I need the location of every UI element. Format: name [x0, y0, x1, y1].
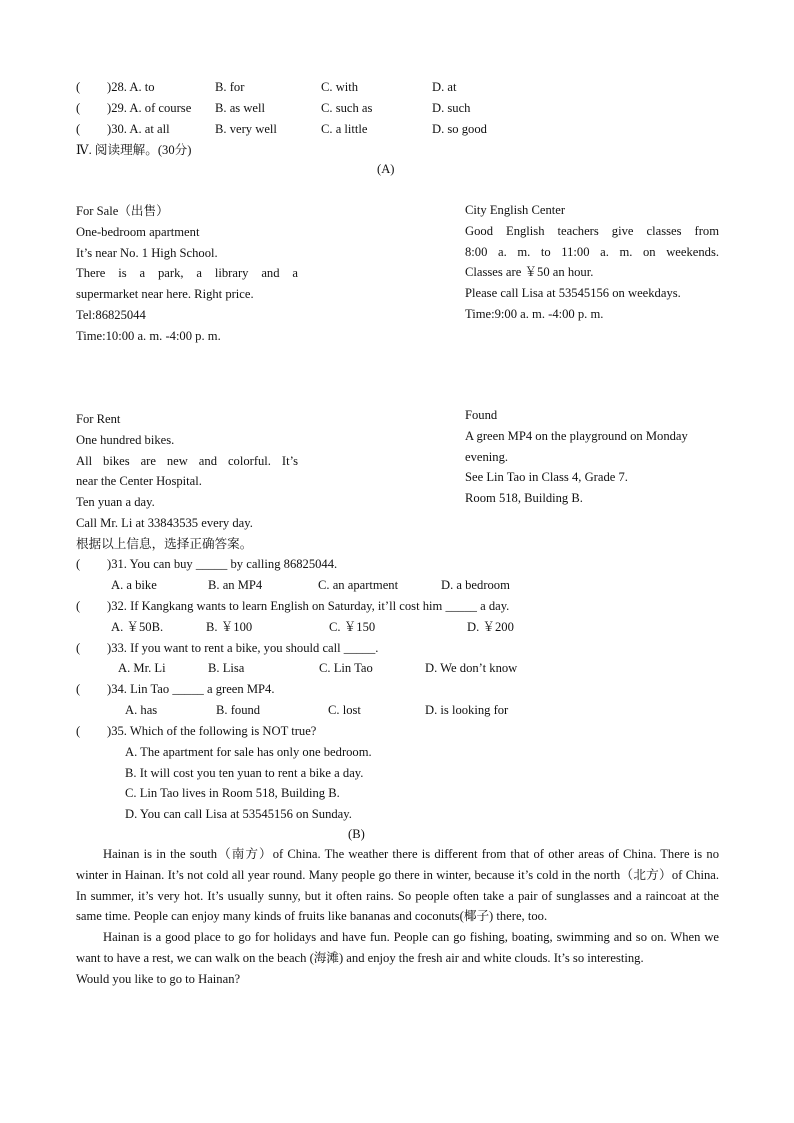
answer-paren: ( — [76, 101, 81, 115]
ad-line: Tel:86825044 — [76, 307, 146, 322]
passage-b — [76, 844, 719, 990]
answer-paren: ( — [76, 599, 81, 613]
option-c: C. ￥150 — [329, 620, 376, 634]
option-b: B. as well — [215, 101, 266, 115]
ad-line: Ten yuan a day. — [76, 495, 155, 510]
ad-line: Call Mr. Li at 33843535 every day. — [76, 515, 253, 530]
option-b: B. an MP4 — [208, 578, 263, 592]
option-c: C. with — [321, 80, 359, 94]
option-d: D. You can call Lisa at 53545156 on Sunday. — [125, 807, 352, 821]
ad-title: Found — [465, 408, 498, 422]
ad-for-sale — [76, 203, 298, 349]
option-a: A. Mr. Li — [118, 661, 166, 675]
question-number: )30. A. at all — [107, 122, 170, 136]
answer-paren: ( — [76, 557, 81, 571]
ad-line: Please call Lisa at 53545156 on weekdays. — [465, 286, 681, 301]
option-d: D. at — [432, 80, 457, 94]
ad-line: One hundred bikes. — [76, 432, 175, 447]
question-number: )28. A. to — [107, 80, 155, 94]
option-a: A. a bike — [111, 578, 157, 592]
ad-title: For Sale（出售） — [76, 204, 169, 218]
option-b: B. Lisa — [208, 661, 245, 675]
ad-for-rent — [76, 411, 298, 536]
ad-line: Good English teachers give classes from — [465, 223, 719, 238]
answer-paren: ( — [76, 682, 81, 696]
answer-paren: ( — [76, 641, 81, 655]
option-a: A. ￥50B. — [111, 620, 164, 634]
part-b-label: (B) — [348, 827, 365, 841]
ad-title: For Rent — [76, 412, 121, 426]
ad-line: A green MP4 on the playground on Monday — [465, 428, 688, 443]
ad-line: It’s near No. 1 High School. — [76, 245, 218, 260]
option-c: C. such as — [321, 101, 373, 115]
option-d: D. such — [432, 101, 471, 115]
ad-line: evening. — [465, 449, 509, 464]
option-d: D. We don’t know — [425, 661, 518, 675]
option-c: C. a little — [321, 122, 368, 136]
ad-line: Room 518, Building B. — [465, 491, 583, 506]
ad-line: supermarket near here. Right price. — [76, 287, 254, 302]
ad-line: Time:10:00 a. m. -4:00 p. m. — [76, 328, 221, 343]
ad-found — [465, 407, 719, 511]
passage-paragraph-2: Hainan is a good place to go for holidays and have fun. People can go fishing, boating, swimming and so on. When we want to have a rest, we can walk on the beach (海滩) and enjoy the fresh air and white clouds. It’s so interesting. — [76, 930, 719, 965]
ad-line: There is a park, a library and a — [76, 266, 298, 281]
option-c: C. Lin Tao lives in Room 518, Building B. — [125, 786, 340, 800]
option-b: B. found — [216, 703, 261, 717]
option-b: B. for — [215, 80, 245, 94]
option-c: C. Lin Tao — [319, 661, 373, 675]
ad-line: near the Center Hospital. — [76, 474, 202, 489]
question-stem: )34. Lin Tao _____ a green MP4. — [107, 682, 275, 696]
question-stem: )33. If you want to rent a bike, you should call _____. — [107, 641, 379, 655]
ad-line: 8:00 a. m. to 11:00 a. m. on weekends. — [465, 244, 719, 259]
option-d: D. so good — [432, 122, 487, 136]
ad-line: One-bedroom apartment — [76, 224, 200, 239]
option-b: B. ￥100 — [206, 620, 253, 634]
question-stem: )32. If Kangkang wants to learn English on Saturday, it’ll cost him _____ a day. — [107, 599, 510, 613]
option-a: A. has — [125, 703, 158, 717]
ad-title: City English Center — [465, 203, 566, 217]
option-c: C. an apartment — [318, 578, 399, 592]
ad-line: Time:9:00 a. m. -4:00 p. m. — [465, 306, 604, 321]
answer-paren: ( — [76, 80, 81, 94]
option-c: C. lost — [328, 703, 361, 717]
answer-paren: ( — [76, 724, 81, 738]
question-stem: )35. Which of the following is NOT true? — [107, 724, 317, 738]
passage-paragraph-3: Would you like to go to Hainan? — [76, 971, 241, 986]
option-b: B. very well — [215, 122, 277, 136]
answer-paren: ( — [76, 122, 81, 136]
ad-line: See Lin Tao in Class 4, Grade 7. — [465, 470, 628, 485]
section-heading: Ⅳ. 阅读理解。(30分) — [76, 143, 192, 157]
option-d: D. ￥200 — [467, 620, 514, 634]
option-b: B. It will cost you ten yuan to rent a bike a day. — [125, 766, 364, 780]
option-d: D. is looking for — [425, 703, 509, 717]
ad-line: Classes are ￥50 an hour. — [465, 265, 594, 280]
part-a-label: (A) — [377, 162, 395, 176]
option-d: D. a bedroom — [441, 578, 510, 592]
ad-line: All bikes are new and colorful. It’s — [76, 453, 298, 468]
question-number: )29. A. of course — [107, 101, 192, 115]
ad-english-center — [465, 202, 719, 327]
instruction: 根据以上信息，选择正确答案。 — [76, 537, 253, 551]
question-stem: )31. You can buy _____ by calling 86825044. — [107, 557, 338, 571]
option-a: A. The apartment for sale has only one bedroom. — [125, 745, 372, 759]
passage-paragraph-1: Hainan is in the south（南方）of China. The weather there is different from that of other areas of China. There is no winter in Hainan. It’s not cold all year round. Many people go there in winter, because it’s cold in the north（北方）of China. In summer, it’s very hot. It’s usually sunny, but it often rains. So people often take a pair of sunglasses and a raincoat at the same time. People can enjoy many kinds of fruits like bananas and coconuts(椰子) there, too. — [76, 847, 719, 924]
